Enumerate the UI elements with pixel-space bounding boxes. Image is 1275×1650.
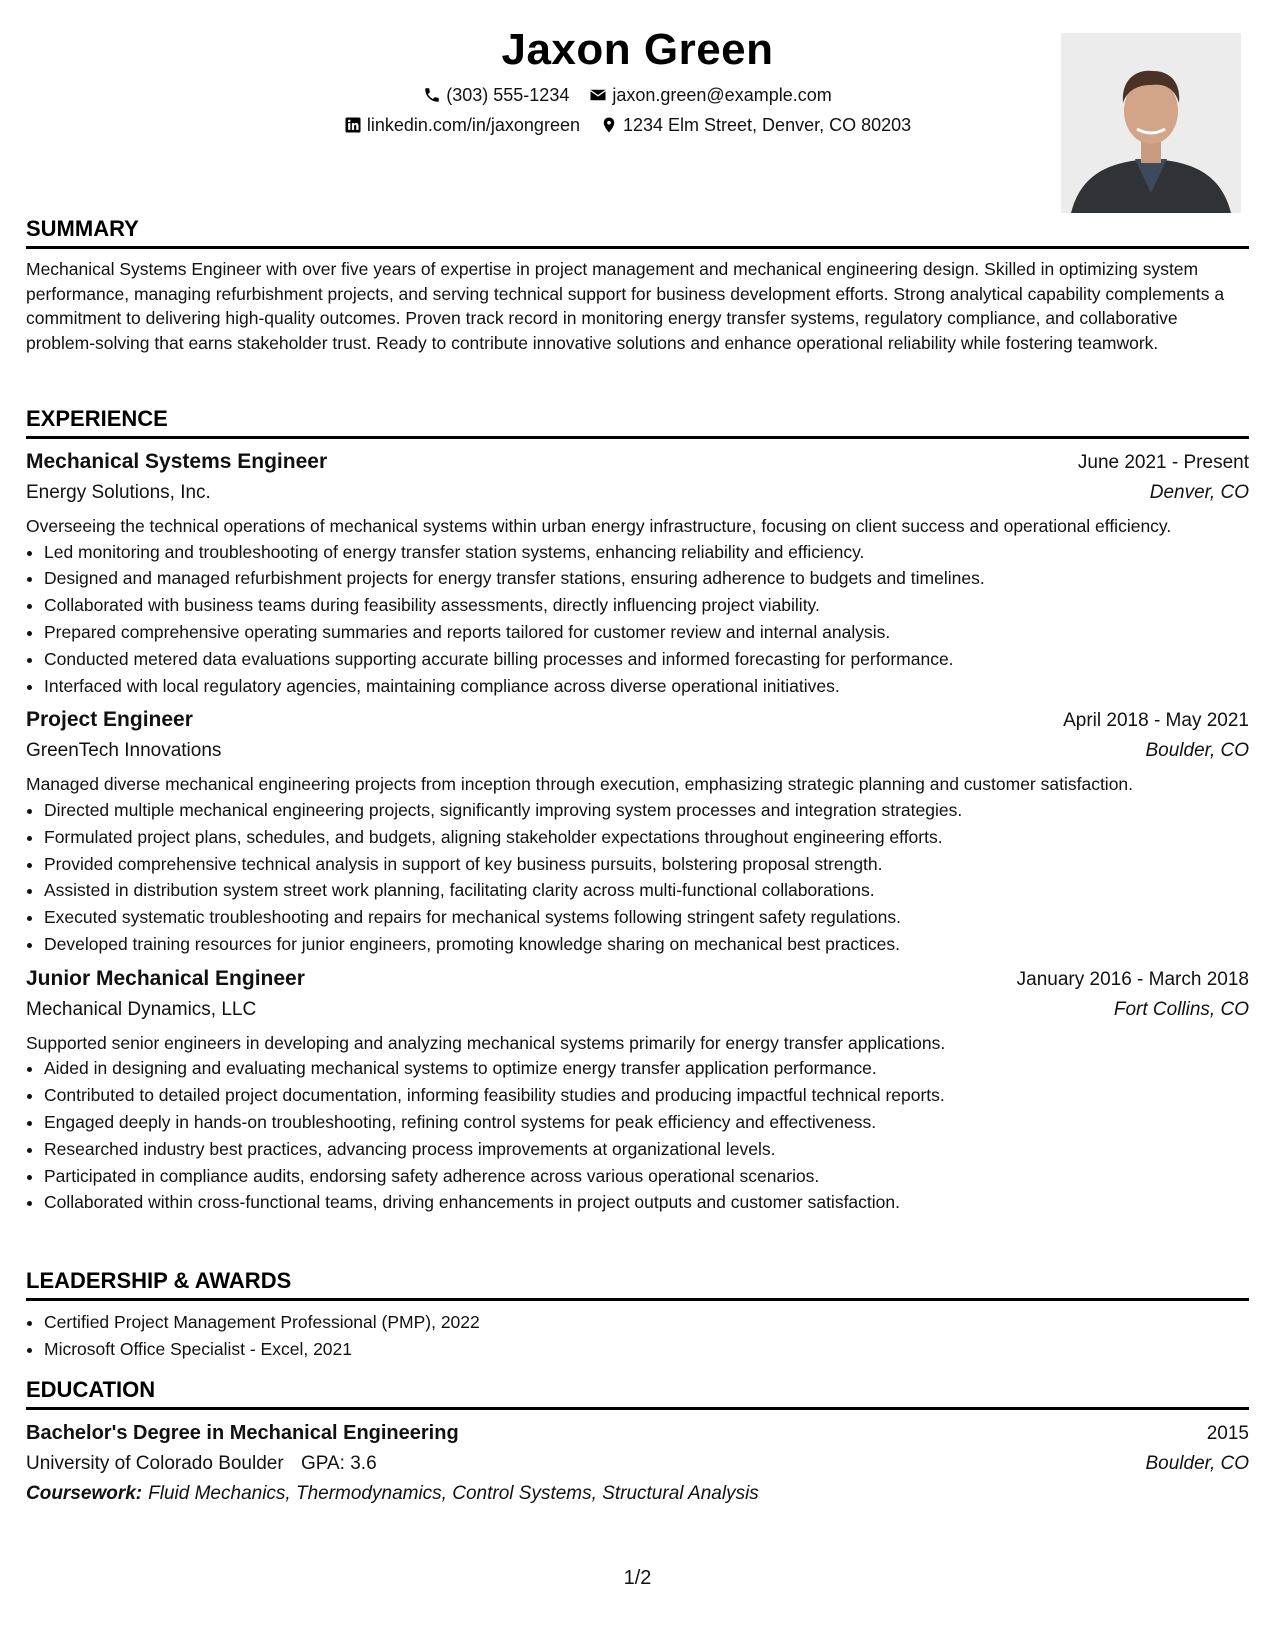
job-bullet: • Engaged deeply in hands-on troubleshooting, refining control systems for peak efficiency and effectiveness. (44, 1109, 1249, 1136)
job-dates: January 2016 - March 2018 (1016, 968, 1249, 990)
job-entry (26, 964, 1249, 1216)
job-title: Junior Mechanical Engineer (26, 966, 305, 990)
job-bullet: • Executed systematic troubleshooting and repairs for mechanical systems following stringent safety regulations. (44, 904, 1249, 931)
degree-title: Bachelor's Degree in Mechanical Engineering (26, 1422, 459, 1444)
school-location: Boulder, CO (1145, 1453, 1249, 1474)
summary-text: Mechanical Systems Engineer with over five years of expertise in project management and mechanical engineering design. Skilled in optimizing system performance, managing refurbishment projects, and serving technical support for business development efforts. Strong analytical capability complements a commitment to delivering high-quality outcomes. Proven track record in monitoring energy transfer systems, regulatory compliance, and collaborative problem-solving that earns stakeholder trust. Ready to contribute innovative solutions and enhance operational reliability while fostering teamwork. (26, 259, 1225, 353)
section-divider (26, 436, 1249, 439)
job-dates: April 2018 - May 2021 (1063, 710, 1249, 732)
gpa: GPA: 3.6 (300, 1453, 377, 1474)
phone-text: (303) 555-1234 (446, 85, 570, 105)
job-bullet: • Interfaced with local regulatory agencies, maintaining compliance across diverse operational initiatives. (44, 673, 1249, 700)
phone-icon (423, 86, 441, 104)
candidate-name: Jaxon Green (501, 25, 774, 74)
job-bullet: • Assisted in distribution system street work planning, facilitating clarity across multi-functional collaborations. (44, 877, 1249, 904)
summary-heading: SUMMARY (26, 216, 139, 241)
linkedin-text[interactable]: linkedin.com/in/jaxongreen (366, 115, 580, 135)
job-bullet: • Aided in designing and evaluating mechanical systems to optimize energy transfer application performance. (44, 1055, 1249, 1082)
section-divider (26, 1407, 1249, 1410)
job-bullets (26, 539, 1249, 700)
coursework-label: Coursework: (26, 1483, 143, 1504)
experience-heading: EXPERIENCE (26, 406, 168, 431)
graduation-year: 2015 (1206, 1423, 1249, 1444)
job-bullet: • Collaborated within cross-functional teams, driving enhancements in project outputs and customer satisfaction. (44, 1189, 1249, 1216)
job-summary: Supported senior engineers in developing and analyzing mechanical systems primarily for energy transfer applications. (26, 1032, 946, 1053)
job-company: Mechanical Dynamics, LLC (26, 998, 257, 1020)
section-divider (26, 246, 1249, 249)
education-heading: EDUCATION (26, 1377, 156, 1402)
summary-section (26, 214, 1249, 355)
awards-section (26, 1266, 1249, 1363)
job-bullet: • Designed and managed refurbishment projects for energy transfer stations, ensuring adherence to budgets and timelines. (44, 565, 1249, 592)
address-contact (600, 110, 911, 140)
job-company: GreenTech Innovations (26, 740, 222, 762)
award-item: • Certified Project Management Professional (PMP), 2022 (44, 1309, 1249, 1336)
award-item: • Microsoft Office Specialist - Excel, 2021 (44, 1336, 1249, 1363)
job-location: Fort Collins, CO (1113, 998, 1249, 1020)
education-section (26, 1375, 1249, 1509)
experience-section (26, 404, 1249, 1216)
job-location: Boulder, CO (1145, 740, 1249, 762)
linkedin-contact[interactable] (344, 110, 580, 140)
school-info (26, 1449, 377, 1479)
awards-list (26, 1309, 1249, 1363)
job-summary: Overseeing the technical operations of mechanical systems within urban energy infrastructure, focusing on client success and operational efficiency. (26, 516, 1172, 536)
school-name: University of Colorado Boulder (26, 1453, 284, 1474)
job-company: Energy Solutions, Inc. (26, 482, 211, 503)
job-bullet: • Conducted metered data evaluations supporting accurate billing processes and informed forecasting for performance. (44, 646, 1249, 673)
section-divider (26, 1298, 1249, 1301)
job-bullet: • Led monitoring and troubleshooting of energy transfer station systems, enhancing reliability and efficiency. (44, 539, 1249, 566)
address-text: 1234 Elm Street, Denver, CO 80203 (622, 115, 912, 135)
job-bullet: • Prepared comprehensive operating summaries and reports tailored for customer review and internal analysis. (44, 619, 1249, 646)
job-bullet: • Researched industry best practices, advancing process improvements at organizational levels. (44, 1136, 1249, 1163)
job-bullet: • Contributed to detailed project documentation, informing feasibility studies and producing impactful technical reports. (44, 1082, 1249, 1109)
profile-photo (1061, 33, 1241, 213)
job-dates: June 2021 - Present (1077, 452, 1249, 473)
map-pin-icon (600, 116, 618, 134)
awards-heading: LEADERSHIP & AWARDS (26, 1268, 292, 1293)
job-bullets (26, 797, 1249, 958)
email-text[interactable]: jaxon.green@example.com (612, 85, 832, 105)
job-bullet: • Participated in compliance audits, endorsing safety adherence across various operational scenarios. (44, 1163, 1249, 1190)
job-title: Mechanical Systems Engineer (26, 450, 328, 473)
envelope-icon (589, 86, 607, 104)
job-bullets (26, 1055, 1249, 1216)
page-number: 1/2 (623, 1567, 652, 1589)
job-bullet: • Provided comprehensive technical analysis in support of key business pursuits, bolstering proposal strength. (44, 851, 1249, 878)
job-bullet: • Developed training resources for junior engineers, promoting knowledge sharing on mechanical best practices. (44, 931, 1249, 958)
job-entry (26, 705, 1249, 957)
job-entry (26, 447, 1249, 699)
coursework-list: Fluid Mechanics, Thermodynamics, Control Systems, Structural Analysis (148, 1483, 759, 1504)
job-bullet: • Formulated project plans, schedules, and budgets, aligning stakeholder expectations throughout engineering efforts. (44, 824, 1249, 851)
email-contact[interactable] (589, 80, 831, 110)
job-bullet: • Directed multiple mechanical engineering projects, significantly improving system processes and integration strategies. (44, 797, 1249, 824)
coursework (26, 1479, 1249, 1509)
job-summary: Managed diverse mechanical engineering projects from inception through execution, emphasizing strategic planning and customer satisfaction. (26, 774, 1134, 795)
job-bullet: • Collaborated with business teams during feasibility assessments, directly influencing project viability. (44, 592, 1249, 619)
phone-contact (423, 80, 569, 110)
job-location: Denver, CO (1149, 482, 1249, 503)
linkedin-icon (344, 116, 362, 134)
job-title: Project Engineer (26, 708, 193, 732)
